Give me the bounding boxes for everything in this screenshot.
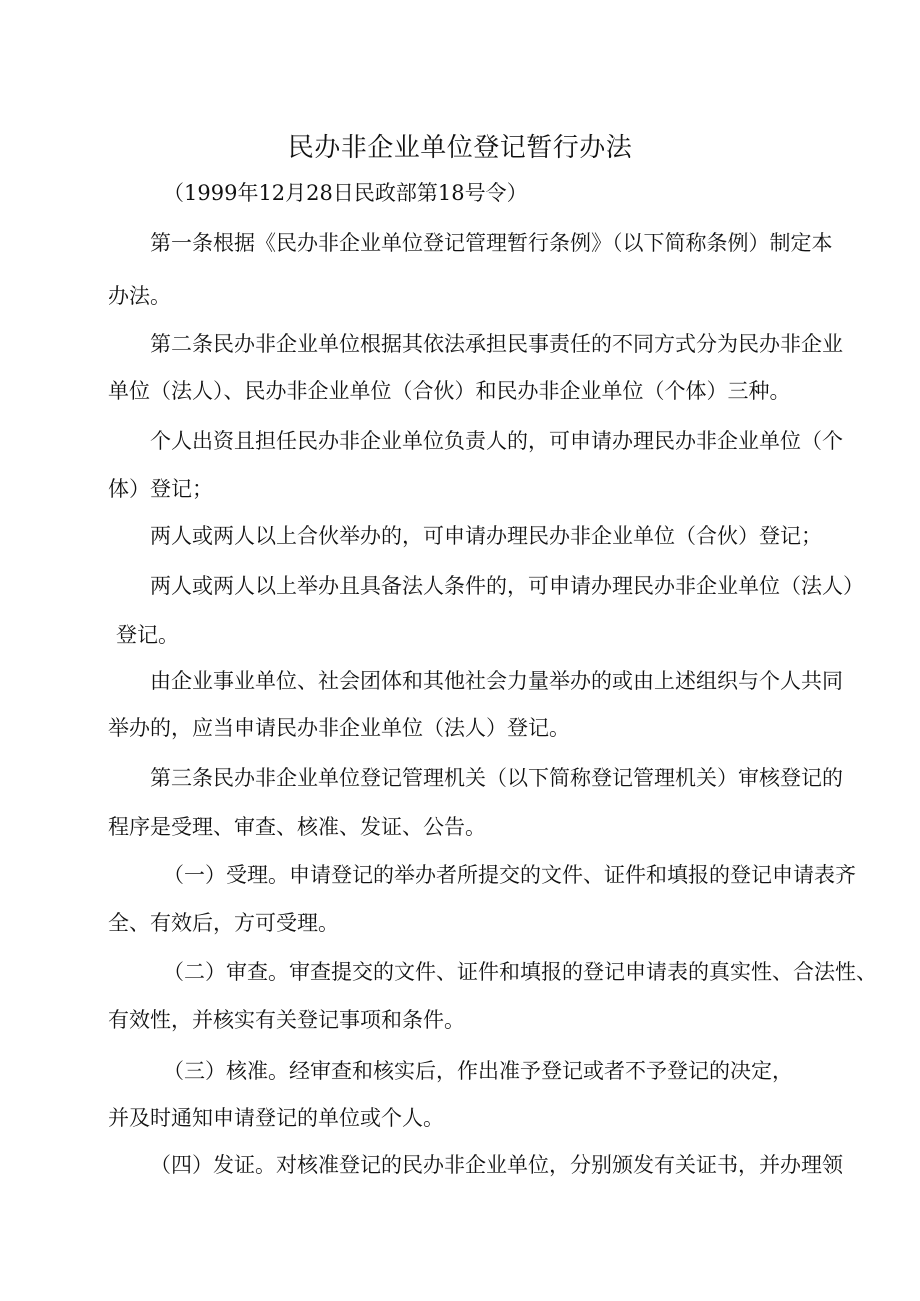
paragraph-line: （三）核准。经审查和核实后，作出准予登记或者不予登记的决定，	[163, 1059, 793, 1083]
paragraph-line: 办法。	[108, 284, 171, 308]
document-subtitle: （1999年12月28日民政部第18号令）	[163, 181, 528, 205]
paragraph-line: 全、有效后，方可受理。	[108, 911, 339, 935]
paragraph-line: 个人出资且担任民办非企业单位负责人的，可申请办理民办非企业单位（个	[150, 429, 843, 453]
paragraph-line: 由企业事业单位、社会团体和其他社会力量举办的或由上述组织与个人共同	[150, 669, 843, 693]
paragraph-line: 并及时通知申请登记的单位或个人。	[108, 1106, 444, 1130]
paragraph-line: 程序是受理、审查、核准、发证、公告。	[108, 815, 486, 839]
paragraph-line: 第二条民办非企业单位根据其依法承担民事责任的不同方式分为民办非企业	[150, 332, 843, 356]
document-title: 民办非企业单位登记暂行办法	[287, 133, 633, 163]
paragraph-line: （四）发证。对核准登记的民办非企业单位，分别颁发有关证书，并办理领	[150, 1153, 843, 1177]
paragraph-line: 有效性，并核实有关登记事项和条件。	[108, 1008, 465, 1032]
paragraph-line: 第一条根据《民办非企业单位登记管理暂行条例》（以下简称条例）制定本	[150, 231, 833, 255]
paragraph-line: 举办的，应当申请民办非企业单位（法人）登记。	[108, 716, 570, 740]
paragraph-line: （一）受理。申请登记的举办者所提交的文件、证件和填报的登记申请表齐	[163, 863, 856, 887]
paragraph-line: 单位（法人）、民办非企业单位（合伙）和民办非企业单位（个体）三种。	[108, 379, 791, 403]
paragraph-line: 体）登记；	[108, 477, 213, 501]
paragraph-line: 登记。	[116, 623, 179, 647]
paragraph-line: 第三条民办非企业单位登记管理机关（以下简称登记管理机关）审核登记的	[150, 766, 843, 790]
paragraph-line: （二）审查。审查提交的文件、证件和填报的登记申请表的真实性、合法性、	[163, 960, 877, 984]
paragraph-line: 两人或两人以上合伙举办的，可申请办理民办非企业单位（合伙）登记；	[150, 524, 822, 548]
paragraph-line: 两人或两人以上举办且具备法人条件的，可申请办理民办非企业单位（法人）	[150, 574, 864, 598]
